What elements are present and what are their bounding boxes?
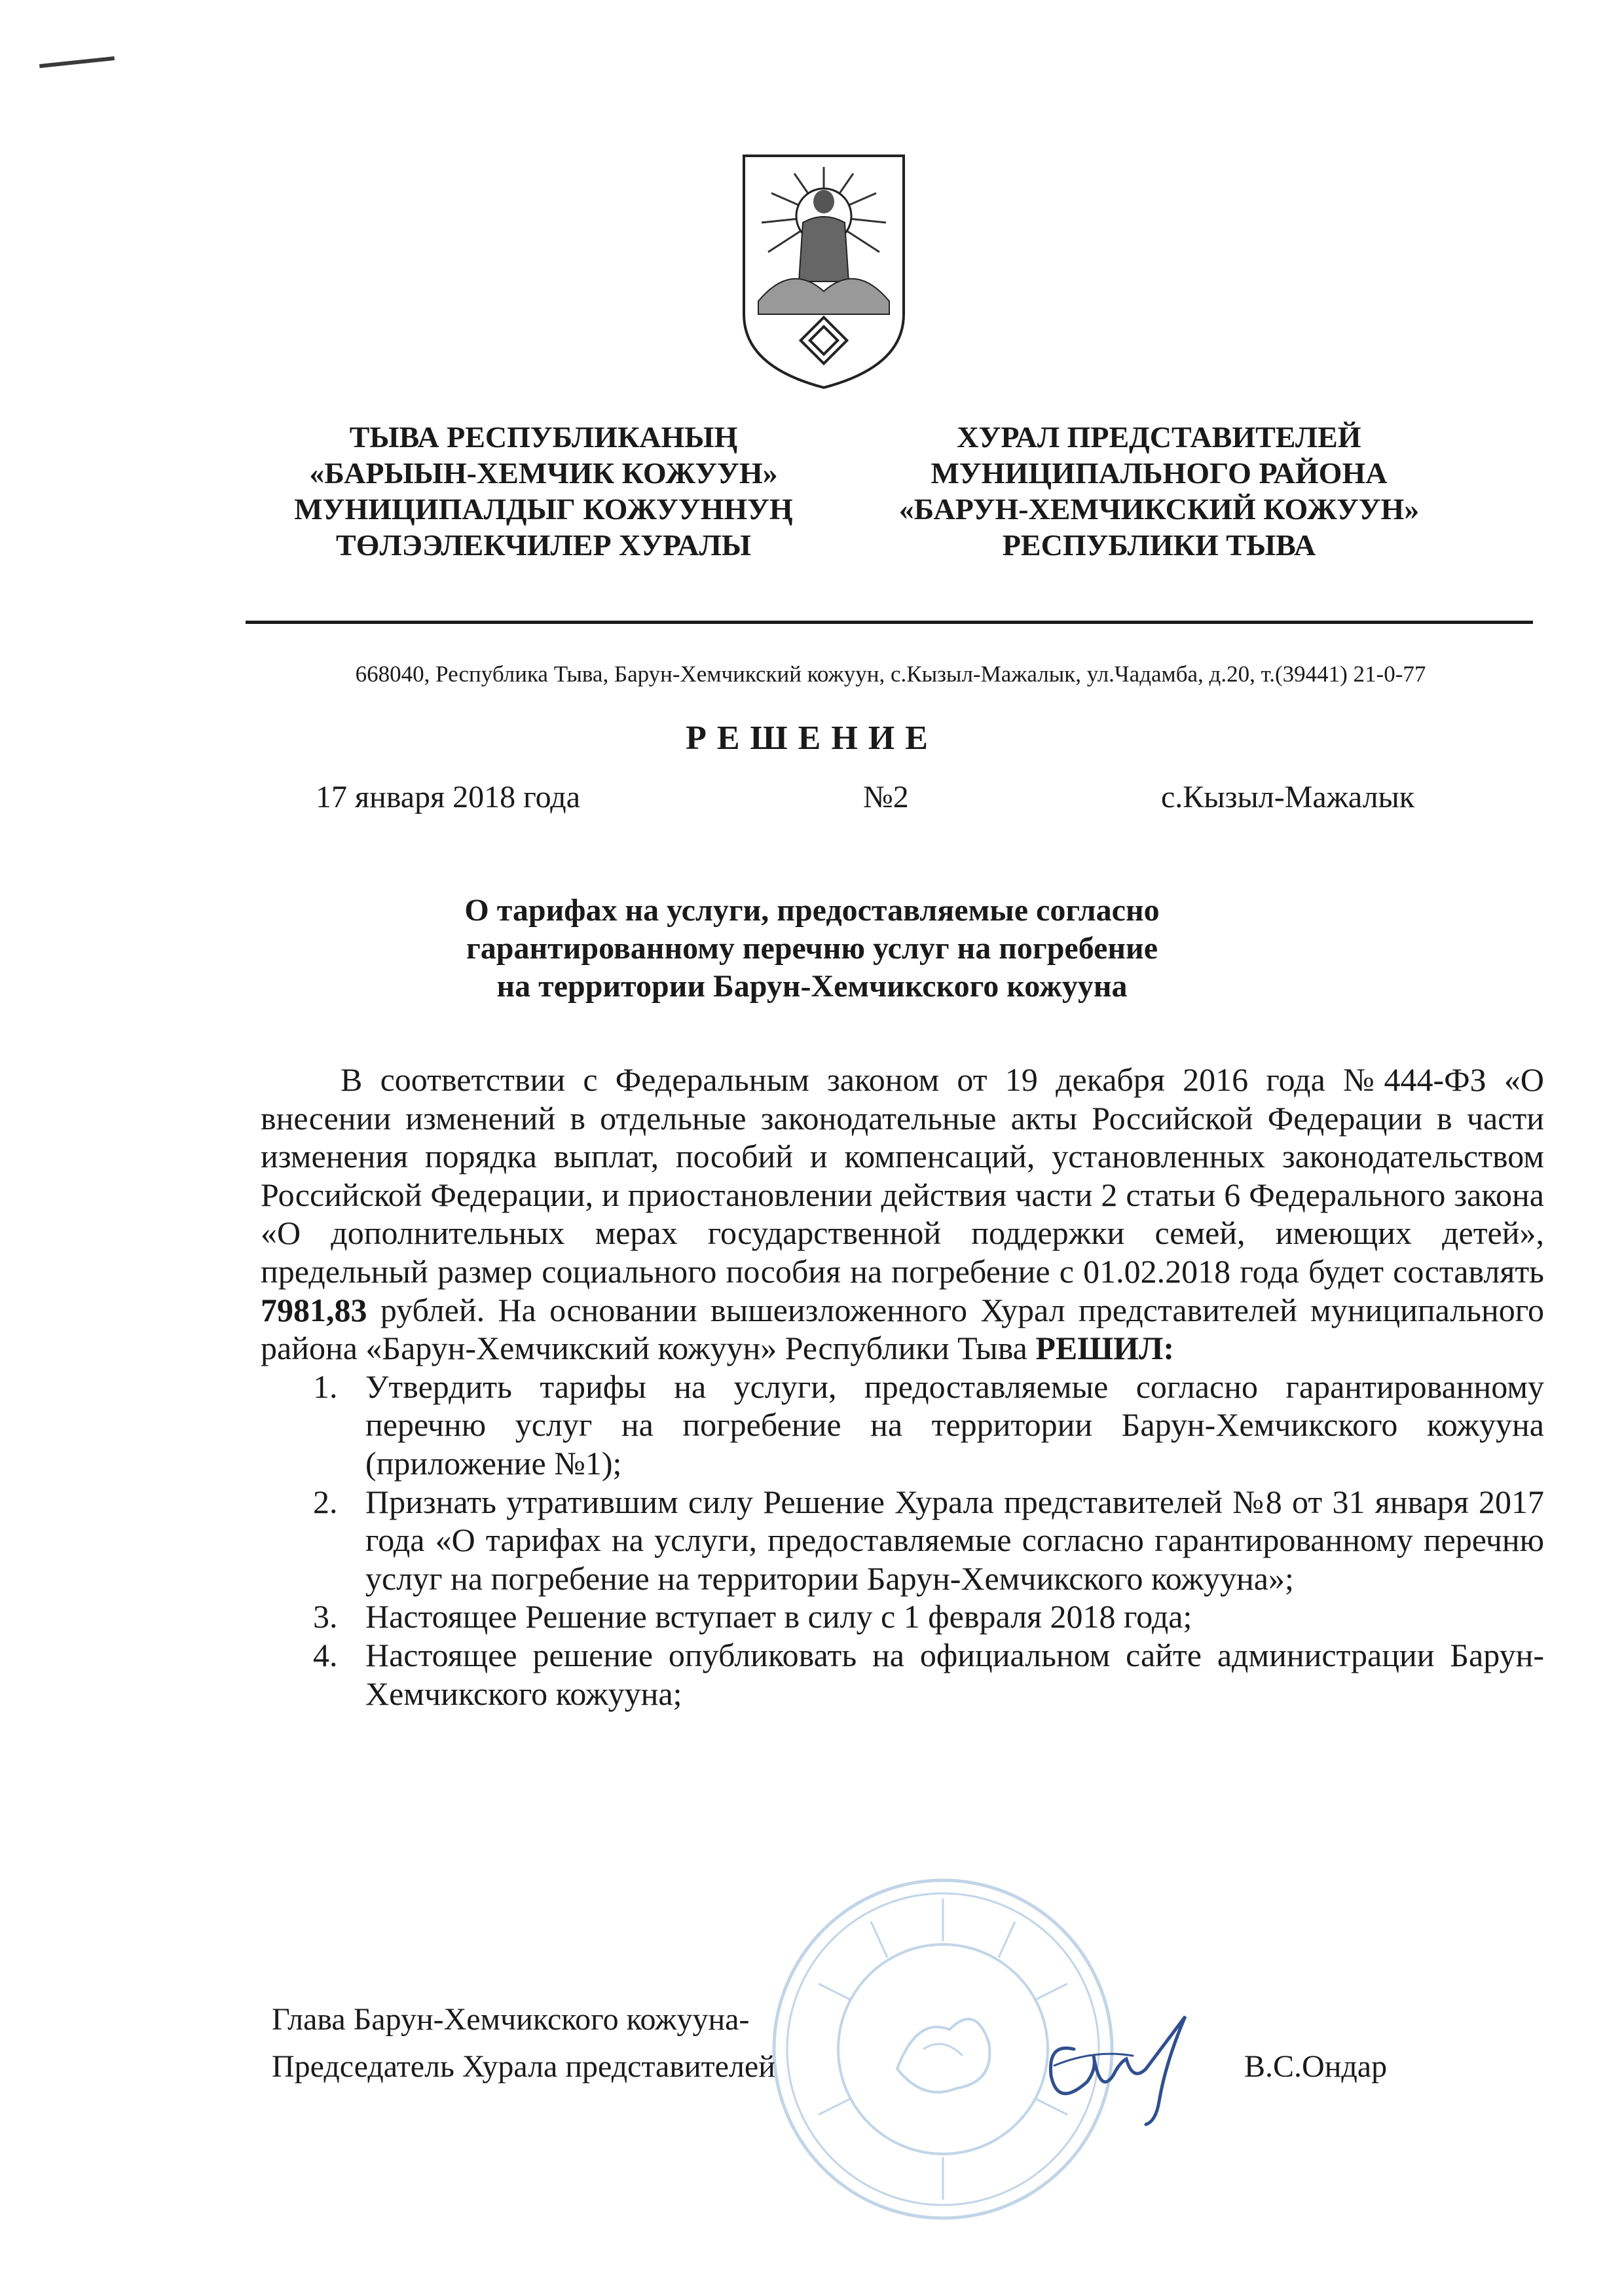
document-number: №2 bbox=[863, 780, 909, 814]
resolved-word: РЕШИЛ: bbox=[1035, 1330, 1174, 1367]
item-text: Утвердить тарифы на услуги, предоставляемые согласно гарантированному перечню услуг на погребение на территории Барун-Хемчикского кожууна (приложение №1); bbox=[365, 1368, 1544, 1482]
header-left-tuvan bbox=[216, 419, 871, 563]
header-right-line: МУНИЦИПАЛЬНОГО РАЙОНА bbox=[931, 456, 1388, 490]
header-right-line: «БАРУН-ХЕМЧИКСКИЙ КОЖУУН» bbox=[898, 492, 1420, 526]
header-left-line: ТӨЛЭЭЛЕКЧИЛЕР ХУРАЛЫ bbox=[336, 528, 751, 562]
document-title bbox=[0, 892, 1624, 1006]
signatory-title-line2: Председатель Хурала представителей bbox=[272, 2049, 775, 2084]
header-divider bbox=[246, 621, 1533, 624]
item-number: 1. bbox=[313, 1368, 338, 1405]
coat-of-arms-emblem bbox=[739, 151, 909, 393]
item-number: 2. bbox=[313, 1483, 338, 1520]
header-left-line: ТЫВА РЕСПУБЛИКАНЫҢ bbox=[349, 420, 738, 454]
item-text: Настоящее решение опубликовать на официальном сайте администрации Барун-Хемчикского кожууна; bbox=[365, 1636, 1544, 1712]
preamble-paragraph bbox=[261, 1061, 1544, 1368]
signatory-title-line1: Глава Барун-Хемчикского кожууна- bbox=[272, 2002, 750, 2037]
item-number: 4. bbox=[313, 1636, 338, 1673]
header-right-line: ХУРАЛ ПРЕДСТАВИТЕЛЕЙ bbox=[957, 420, 1361, 454]
scan-mark bbox=[39, 56, 115, 68]
title-line: гарантированному перечню услуг на погребение bbox=[466, 931, 1158, 966]
header-right-line: РЕСПУБЛИКИ ТЫВА bbox=[1002, 528, 1316, 562]
header-left-line: МУНИЦИПАЛДЫГ КОЖУУННУҢ bbox=[294, 492, 793, 526]
document-date: 17 января 2018 года bbox=[316, 780, 581, 814]
document-place: с.Кызыл-Мажалык bbox=[1161, 780, 1415, 814]
title-line: О тарифах на услуги, предоставляемые согласно bbox=[464, 893, 1160, 928]
resolution-item bbox=[261, 1368, 1544, 1483]
handwritten-signature bbox=[1035, 2003, 1225, 2128]
item-number: 3. bbox=[313, 1598, 338, 1635]
preamble-text-cont: рублей. На основании вышеизложенного Хурал представителей муниципального района «Барун-Хемчикский кожуун» Республики Тыва bbox=[261, 1291, 1545, 1367]
resolution-item bbox=[261, 1597, 1544, 1636]
document-type: РЕШЕНИЕ bbox=[686, 720, 938, 757]
header-right-russian bbox=[832, 419, 1486, 563]
resolution-item bbox=[261, 1483, 1544, 1598]
address-line: 668040, Республика Тыва, Барун-Хемчикский кожуун, с.Кызыл-Мажалык, ул.Чадамба, д.20, т.(39441) 21-0-77 bbox=[355, 661, 1426, 687]
item-text: Признать утратившим силу Решение Хурала представителей №8 от 31 января 2017 года «О тарифах на услуги, предоставляемые согласно гарантированному перечню услуг на погребение на территории Барун-Хемчикского кожууна»; bbox=[365, 1483, 1544, 1597]
resolution-items bbox=[261, 1368, 1544, 1713]
resolution-item bbox=[261, 1636, 1544, 1713]
document-body bbox=[261, 1061, 1544, 1713]
header-left-line: «БАРЫЫН-ХЕМЧИК КОЖУУН» bbox=[309, 456, 778, 490]
item-text: Настоящее Решение вступает в силу с 1 февраля 2018 года; bbox=[365, 1598, 1192, 1635]
signatory-name: В.С.Ондар bbox=[1244, 2049, 1388, 2084]
title-line: на территории Барун-Хемчикского кожууна bbox=[496, 969, 1128, 1004]
preamble-text: В соответствии с Федеральным законом от 19 декабря 2016 года №444-ФЗ «О внесении изменений в отдельные законодательные акты Российской Федерации в части изменения порядка выплат, пособий и компенсаций, установленных законодательством Российской Федерации, и приостановлении действия части 2 статьи 6 Федерального закона «О дополнительных мерах государственной поддержки семей, имеющих детей», предельный размер социального пособия на погребение с 01.02.2018 года будет составлять bbox=[261, 1061, 1544, 1290]
benefit-amount: 7981,83 bbox=[261, 1291, 367, 1328]
